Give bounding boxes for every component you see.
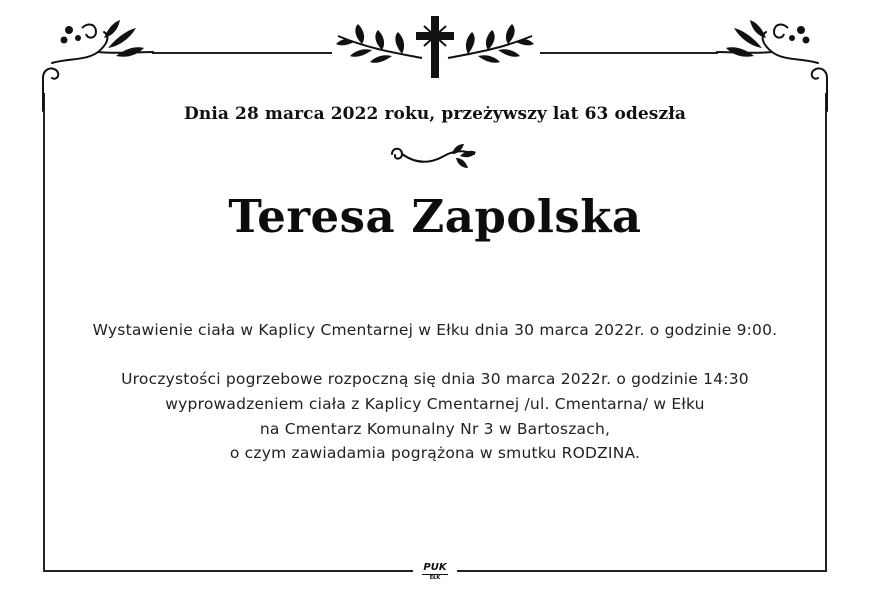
sprig-divider-icon xyxy=(386,142,486,172)
funeral-info-line-2: wyprowadzeniem ciała z Kaplicy Cmentarnej /ul. Cmentarna/ w Ełku xyxy=(165,395,705,413)
floral-corner-left-icon xyxy=(38,18,158,98)
frame-top-line-left xyxy=(152,52,332,54)
funeral-info-line-1: Uroczystości pogrzebowe rozpoczną się dnia 30 marca 2022r. o godzinie 14:30 xyxy=(121,370,749,388)
frame-bottom-border-right xyxy=(457,570,827,572)
notice-intro: Dnia 28 marca 2022 roku, przeżywszy lat 63 odeszła xyxy=(184,104,686,124)
viewing-info: Wystawienie ciała w Kaplicy Cmentarnej w Ełku dnia 30 marca 2022r. o godzinie 9:00. xyxy=(92,321,778,339)
logo-sub-text: EŁK xyxy=(422,574,448,581)
cross-with-laurel-icon xyxy=(332,14,538,80)
funeral-info-line-4: o czym zawiadamia pogrążona w smutku RODZINA. xyxy=(229,444,641,462)
puk-elk-logo xyxy=(414,563,456,583)
frame-top-line-right xyxy=(540,52,718,54)
logo-main-text: PUK xyxy=(423,562,447,573)
deceased-name: Teresa Zapolska xyxy=(228,190,642,243)
funeral-info-line-3: na Cmentarz Komunalny Nr 3 w Bartoszach, xyxy=(259,420,611,438)
floral-corner-right-icon xyxy=(712,18,832,98)
frame-bottom-border-left xyxy=(43,570,413,572)
